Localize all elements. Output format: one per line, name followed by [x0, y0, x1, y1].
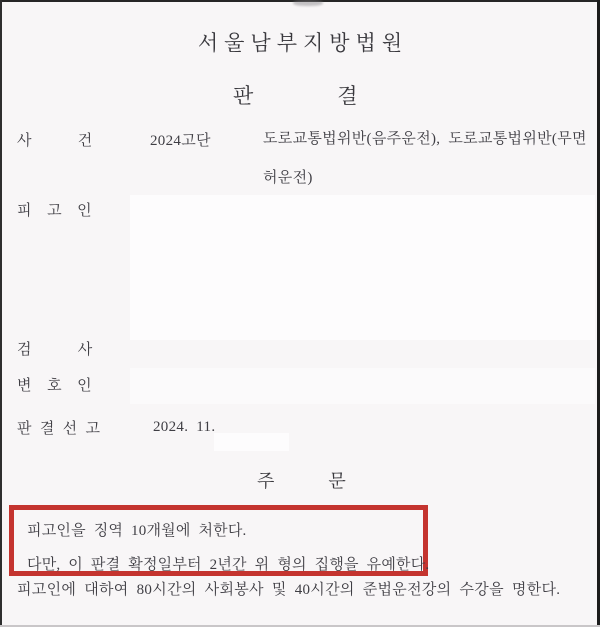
- order-line-imprisonment: 피고인을 징역 10개월에 처한다.: [27, 523, 247, 539]
- highlight-annotation-box: [9, 505, 428, 576]
- order-section-heading: 주 문: [257, 471, 346, 491]
- scan-edge-left: [0, 0, 2, 627]
- redaction-patch-counsel-info: [130, 368, 595, 404]
- order-line-suspension: 다만, 이 판결 확정일부터 2년간 위 형의 집행을 유예한다.: [27, 557, 430, 573]
- counsel-label: 변 호 인: [17, 378, 92, 394]
- sentencing-date-label: 판 결 선 고: [17, 421, 101, 437]
- court-name-title: 서울남부지방법원: [197, 31, 409, 55]
- order-line-community-service: 피고인에 대하여 80시간의 사회봉사 및 40시간의 준법운전강의 수강을 명한다.: [17, 582, 561, 598]
- case-charges-line2: 허운전): [263, 170, 313, 186]
- judgment-heading: 판 결: [233, 84, 358, 108]
- prosecutor-label: 검 사: [17, 342, 93, 358]
- scan-smudge-artifact: [293, 0, 323, 6]
- case-charges-line1: 도로교통법위반(음주운전), 도로교통법위반(무면: [263, 131, 587, 147]
- redaction-patch-date: [214, 433, 289, 451]
- case-number: 2024고단: [150, 133, 211, 149]
- sentencing-date-value: 2024. 11.: [153, 419, 216, 435]
- case-label: 사 건: [17, 133, 93, 149]
- redaction-patch-defendant-info: [130, 195, 595, 340]
- defendant-label: 피 고 인: [17, 203, 92, 219]
